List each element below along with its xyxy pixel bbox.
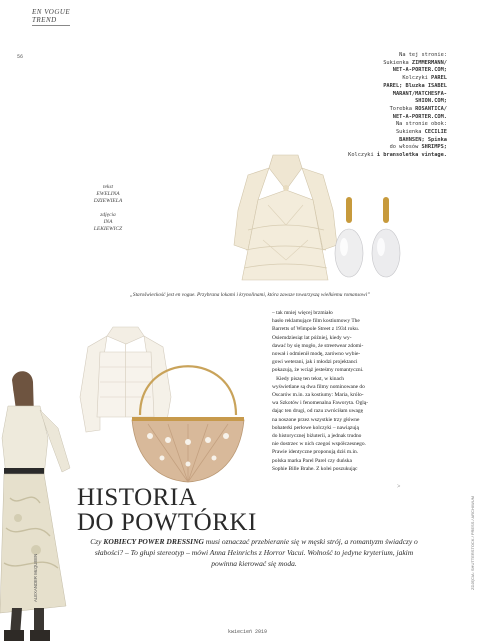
credit-line: BAHNSEN; Spinka [399,136,447,143]
dress-image [228,150,343,285]
body-line: Kiedy piszę ten tekst, w kinach [272,375,345,382]
body-line: – tak mniej więcej brzmiało [272,310,333,316]
body-line: Prawie identyczne proponują dziś m.in. [272,449,359,456]
pearl-earrings-image [332,195,407,283]
lead-text: musi oznaczać przebieranie się w męski strój, a romantyzm świadczy o słabości? – To głupi stereotyp – mówi Anna Heinrichs z Horror Vacui. Wolność to jedyne kryterium, jakim powinna kierować się moda. [94,537,418,568]
body-line: Osiemdziesiąt lat później, kiedy wy- [272,334,352,341]
credit-line: do włosów SHRIMPS; [389,144,447,151]
body-line: gowi weterani, jak i młodzi projektanci [272,359,358,366]
lead-text: Czy [90,537,104,546]
pull-quote: „Starošwieckość jest en vogue. Przybrana lokami i krynolinami, która zawsze towarzyszą wielkiemu romansowi” [129,292,370,298]
body-line: Oscarów m.in. za kostiumy: Maria, królo- [272,392,364,399]
body-line: do historycznej biżuterii, a jednak trudno [272,433,362,440]
product-credits [317,52,447,160]
byline-author: EWELINA [96,191,120,197]
body-line: wyświetlane są dwa filmy nominowane do [272,383,365,390]
body-line: dawać by się mogło, że streetwear zdomi- [272,342,364,349]
credit-line: Torebka ROSANTICA/ [389,105,447,112]
article-title [77,485,257,535]
body-line: dając ten drugi, od razu zwróciłam uwagę [272,408,364,415]
continue-arrow: > [397,484,401,490]
body-line: nował i odmienił modę, zarówno wybie- [272,351,361,358]
body-line: wa Szkotów i fenomenalna Faworyta. Oglą- [272,400,369,407]
section-title: EN VOGUE [32,8,71,16]
section-rule [32,25,70,26]
body-line: Barretts of Wimpole Street z 1934 roku. [272,326,360,333]
credit-line: Sukienka CECILIE [395,129,447,136]
section-subtitle: TREND [32,16,57,24]
article-body [272,309,408,473]
byline-author: DZIEWIELA [93,198,123,204]
body-line: hasło reklamujące film kostiumowy The [272,318,360,325]
photo-caption: ALEXANDER McQUEEN [33,553,38,602]
credit-line: NET-A-PORTER.COM. [392,113,447,120]
credit-line: Kolczyki i bransoletka vintage. [348,152,447,159]
photo-credits: ZDJĘCIA: SHUTTERSTOCK / PRESS / ARCHIWUM [470,496,475,590]
page-number: 56 [17,54,24,60]
body-line: Sophie Bille Brahe. Z kolei poszukując [272,465,358,472]
byline-text-label: tekst [102,184,114,190]
title-line: DO POWTÓRKI [77,509,257,536]
body-line: polska marka Parel Parel czy duńska [272,457,352,464]
lead-emphasis: KOBIECY POWER DRESSING [103,537,204,546]
credit-line: Na tej stronie: [399,52,447,58]
body-line: bohaterki perłowe kolczyki – nawiązują [272,424,359,431]
issue-date: kwiecień 2019 [228,629,268,635]
credit-line: MARANT/MATCHESFA- [392,90,447,97]
credit-line: SHION.COM; [415,98,447,105]
section-label [32,8,70,24]
body-line: pokazują, że wciąż jesteśmy romantyczni. [272,367,364,374]
byline-photographer: LEKIEWICZ [93,226,123,232]
credit-line: Sukienka ZIMMERMANN/ [383,59,447,66]
byline [88,184,128,233]
handbag-image [128,340,248,488]
title-line: HISTORIA [77,484,198,511]
body-line: na noszone przez wszystkie trzy główne [272,416,360,423]
runway-model-photo [0,368,78,641]
body-line: nie dostrzec w nich czegoś współczesnego. [272,441,366,448]
byline-photo-label: zdjęcia [100,212,116,218]
credit-line: Na stronie obok: [395,121,447,128]
article-lead [84,537,424,569]
byline-photographer: INA [103,219,113,225]
credit-line: Kolczyki PAREL [402,75,447,82]
credit-line: NET-A-PORTER.COM; [392,67,447,74]
credit-line: PAREL; Bluzka ISABEL [383,82,447,89]
